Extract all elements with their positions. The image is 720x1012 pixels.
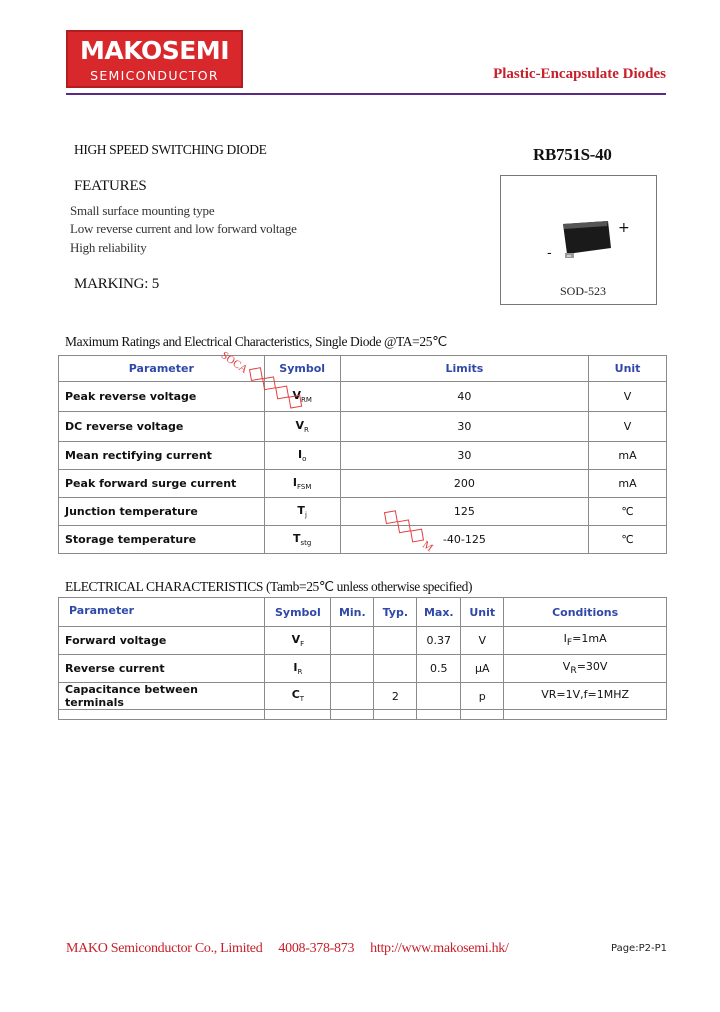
max-cell: 0.37 [417, 627, 461, 655]
logo-tagline: SEMICONDUCTOR [90, 68, 219, 83]
electrical-row [59, 655, 667, 683]
condition-sub: R [570, 665, 577, 677]
col-header: Typ. [374, 598, 417, 627]
header-divider [66, 93, 666, 95]
condition-sub: F [566, 637, 573, 649]
ratings-row [59, 382, 667, 412]
symbol-cell [265, 683, 331, 710]
col-header: Max. [417, 598, 461, 627]
min-cell [331, 655, 374, 683]
electrical-row [59, 627, 667, 655]
watermark-diamond-icon [249, 367, 263, 381]
ratings-header-row [59, 356, 667, 382]
electrical-title: ELECTRICAL CHARACTERISTICS (Tamb=25℃ unless otherwise specified) [65, 579, 473, 594]
spacer-cell [417, 710, 461, 720]
watermark-diamond-icon [262, 377, 276, 391]
watermark-diamond-icon [384, 510, 398, 524]
conditions-cell [504, 655, 667, 683]
ratings-row [59, 526, 667, 554]
symbol-cell [264, 442, 340, 470]
limit-cell: 125 [340, 498, 588, 526]
footer-url[interactable]: http://www.makosemi.hk/ [370, 941, 509, 956]
watermark-text: M [420, 538, 436, 555]
symbol-main: T [297, 503, 305, 517]
parameter-cell: Forward voltage [59, 627, 265, 655]
electrical-row [59, 683, 667, 710]
product-category: Plastic-Encapsulate Diodes [493, 66, 666, 82]
conditions-cell [504, 683, 667, 710]
ratings-row [59, 442, 667, 470]
parameter-cell: DC reverse voltage [59, 412, 265, 442]
limit-cell: 30 [340, 412, 588, 442]
col-header: Parameter [59, 598, 265, 627]
ratings-row [59, 470, 667, 498]
symbol-main: T [292, 531, 301, 545]
symbol-sub: F [300, 640, 305, 649]
limit-cell: 30 [340, 442, 588, 470]
symbol-sub: R [303, 426, 309, 435]
symbol-main: V [291, 632, 301, 646]
col-header: Parameter [59, 356, 265, 382]
symbol-sub: stg [300, 539, 312, 548]
condition-rest: =1mA [572, 632, 607, 646]
spacer-cell [461, 710, 504, 720]
max-cell [417, 683, 461, 710]
watermark-diamond-icon [289, 395, 303, 409]
marking-label: MARKING: 5 [74, 276, 160, 292]
ratings-title: Maximum Ratings and Electrical Characteristics, Single Diode @TA=25℃ [65, 334, 447, 349]
watermark-diamond-icon [275, 386, 289, 400]
typ-cell [374, 655, 417, 683]
parameter-cell: Peak forward surge current [59, 470, 265, 498]
watermark-text: SOCA [218, 349, 250, 376]
cathode-minus-label: - [547, 246, 552, 261]
ratings-row [59, 412, 667, 442]
ratings-table [58, 355, 667, 554]
symbol-cell [264, 470, 340, 498]
spacer-cell [331, 710, 374, 720]
limit-cell: 40 [340, 382, 588, 412]
spacer-cell [374, 710, 417, 720]
unit-cell: μA [461, 655, 504, 683]
parameter-cell: Junction temperature [59, 498, 265, 526]
unit-cell: p [461, 683, 504, 710]
col-header: Conditions [504, 598, 667, 627]
features-title: FEATURES [74, 178, 147, 194]
spacer-cell [504, 710, 667, 720]
symbol-cell [264, 498, 340, 526]
unit-cell: ℃ [589, 498, 667, 526]
condition-main: VR=1V,f=1MHZ [541, 687, 630, 701]
symbol-sub: T [299, 695, 305, 704]
symbol-cell [264, 412, 340, 442]
min-cell [331, 627, 374, 655]
watermark-diamond-icon [410, 529, 424, 543]
col-header: Min. [331, 598, 374, 627]
symbol-main: I [293, 660, 298, 674]
symbol-main: V [295, 418, 304, 432]
part-number: RB751S-40 [533, 145, 612, 164]
parameter-cell: Mean rectifying current [59, 442, 265, 470]
feature-item: High reliability [70, 240, 147, 255]
symbol-cell [265, 627, 331, 655]
max-cell: 0.5 [417, 655, 461, 683]
typ-cell [374, 627, 417, 655]
unit-cell: V [589, 412, 667, 442]
col-header: Symbol [265, 598, 331, 627]
col-header: Limits [340, 356, 588, 382]
limit-cell: -40-125 [340, 526, 588, 554]
symbol-sub: j [304, 511, 307, 520]
condition-rest: =30V [576, 660, 608, 674]
footer-contact [66, 941, 509, 957]
footer-company: MAKO Semiconductor Co., Limited [66, 941, 263, 956]
unit-cell: V [461, 627, 504, 655]
symbol-main: I [292, 475, 298, 489]
electrical-header-row [59, 598, 667, 627]
watermark-diamond-icon [397, 519, 411, 533]
electrical-table [58, 597, 667, 720]
spacer-cell [59, 710, 265, 720]
logo-brand: MAKOSEMI [80, 36, 229, 65]
min-cell [331, 683, 374, 710]
col-header: Unit [461, 598, 504, 627]
package-name: SOD-523 [560, 284, 607, 298]
feature-item: Low reverse current and low forward voltage [70, 221, 297, 236]
spacer-cell [265, 710, 331, 720]
typ-cell: 2 [374, 683, 417, 710]
symbol-main: C [291, 688, 300, 702]
symbol-sub: FSM [297, 483, 312, 492]
unit-cell: V [589, 382, 667, 412]
feature-item: Small surface mounting type [70, 203, 215, 218]
anode-plus-label: + [618, 220, 630, 236]
symbol-main: V [292, 388, 301, 402]
parameter-cell: Storage temperature [59, 526, 265, 554]
unit-cell: ℃ [589, 526, 667, 554]
parameter-cell: Peak reverse voltage [59, 382, 265, 412]
parameter-cell: Capacitance between terminals [59, 683, 265, 710]
parameter-cell: Reverse current [59, 655, 265, 683]
unit-cell: mA [589, 442, 667, 470]
company-logo [66, 30, 243, 88]
limit-cell: 200 [340, 470, 588, 498]
condition-main: I [563, 632, 567, 646]
symbol-cell [265, 655, 331, 683]
condition-main: V [562, 660, 571, 674]
symbol-sub: RM [300, 396, 312, 405]
footer-phone: 4008-378-873 [278, 941, 355, 956]
ratings-row [59, 498, 667, 526]
symbol-cell [264, 526, 340, 554]
col-header: Symbol [264, 356, 340, 382]
unit-cell: mA [589, 470, 667, 498]
symbol-sub: o [302, 455, 307, 464]
table-bottom-spacer [59, 710, 667, 720]
conditions-cell [504, 627, 667, 655]
package-diagram [500, 175, 657, 305]
page-number: Page:P2-P1 [611, 943, 667, 954]
col-header: Unit [589, 356, 667, 382]
symbol-sub: R [297, 668, 303, 677]
product-type: HIGH SPEED SWITCHING DIODE [74, 142, 267, 157]
symbol-main: I [297, 447, 303, 461]
